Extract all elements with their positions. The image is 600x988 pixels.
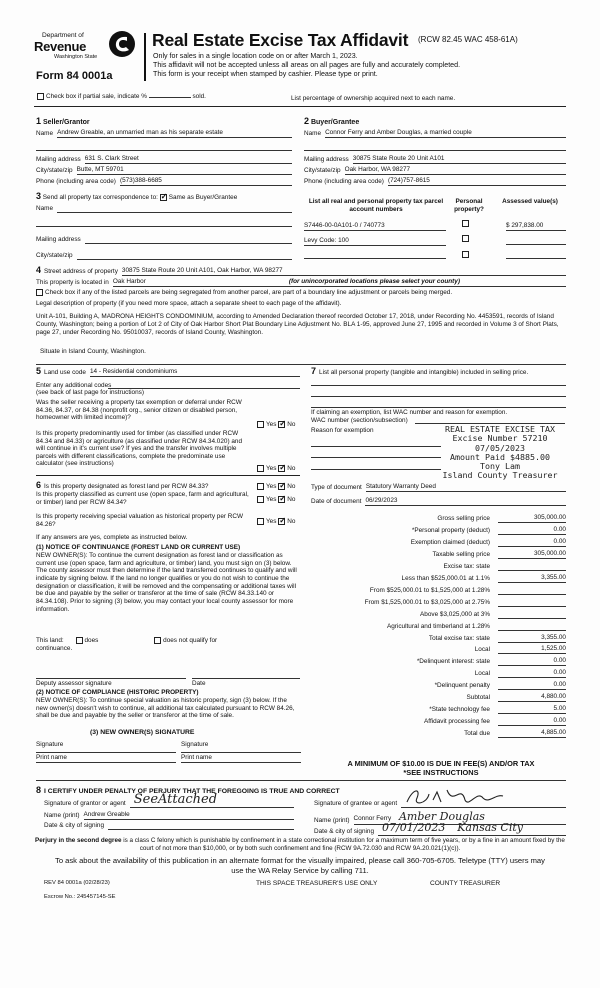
tax-row-label: Subtotal — [466, 694, 490, 702]
assessed-header: Assessed value(s) — [502, 198, 558, 205]
rule — [36, 475, 300, 476]
personal-checkbox-3-wrap — [462, 251, 471, 259]
partial-sale-checkbox[interactable] — [37, 93, 44, 100]
does-checkbox[interactable] — [76, 637, 83, 644]
corr-mailing-row — [36, 236, 292, 244]
revenue-logo-icon — [108, 30, 136, 58]
does-not-label: does not qualify for — [163, 637, 218, 645]
buyer-phone-field[interactable]: (724)757-8615 — [388, 177, 566, 186]
personal-checkbox-1[interactable] — [462, 220, 469, 227]
tax-row — [300, 655, 566, 667]
tax-row-value[interactable] — [498, 586, 566, 595]
tax-row — [300, 524, 566, 536]
tax-row-label: Total excise tax: state — [428, 634, 490, 642]
tax-row-value[interactable]: 0.00 — [498, 538, 566, 547]
tax-row-label: Affidavit processing fee — [424, 718, 490, 726]
tax-row-label: From $1,525,000.01 to $3,025,000 at 2.75% — [364, 598, 490, 606]
grantee-handwritten-name: Amber Douglas — [398, 810, 485, 823]
tax-row-value[interactable]: 0.00 — [498, 717, 566, 726]
seller-mailing-row — [36, 155, 292, 164]
grantee-date-label: Date & city of signing — [314, 828, 375, 836]
doc-type-field[interactable]: Statutory Warranty Deed — [366, 483, 566, 492]
perjury-notice: Perjury in the second degree is a class C felony which is punishable by confinement in a state correctional institution for a maximum term of five years, or by a fine in an amount fixed by the court of not more than $10,000, or by both such confinement and fine (RCW 9A.72.030 and RCW 9A.20.021(1)(c)). — [35, 837, 565, 852]
tax-row-label: Above $3,025,000 at 3% — [420, 610, 490, 618]
wac-label: WAC number (section/subsection) — [311, 417, 408, 424]
grantee-name-label: Name (print) — [314, 817, 350, 825]
tax-row-value[interactable]: 5.00 — [498, 705, 566, 714]
situate-note: Situate in Island County, Washington. — [40, 348, 146, 355]
form-title: Real Estate Excise Tax Affidavit — [152, 30, 409, 50]
notice-2-body: NEW OWNER(S): To continue special valuation as historic property, sign (3) below. If the new owner(s) doesn't wish to continue, all additional tax calculated pursuant to RCW 84.26, shall be due and payable by the seller or transferor at the time of sale. — [36, 697, 295, 720]
parcel-number-1[interactable]: S7446-00-0A101-0 / 740773 — [304, 222, 446, 231]
buyer-city-row — [304, 166, 566, 175]
tax-row-label: *State technology fee — [429, 706, 490, 714]
forest-question: 6 Is this property designated as forest land per RCW 84.33? — [36, 480, 209, 490]
seller-city-label: City/state/zip — [36, 167, 73, 174]
deputy-date-label: Date — [192, 680, 206, 687]
street-address-label: Street address of property — [44, 268, 118, 276]
exemption-no-checkbox[interactable] — [278, 421, 285, 428]
timber-yn: Yes ✓ No — [257, 465, 295, 473]
historic-yn: Yes ✓ No — [257, 518, 295, 526]
tax-row — [300, 512, 566, 524]
rule — [36, 150, 292, 151]
grantor-date-field[interactable] — [108, 823, 294, 830]
stamp-line-5: Tony Lam — [480, 461, 520, 472]
does-label: does — [84, 637, 99, 645]
grantee-handwritten-date: 07/01/2023 — [382, 821, 446, 834]
seller-mailing-label: Mailing address — [36, 156, 81, 163]
tax-row-value[interactable]: 1,525.00 — [498, 645, 566, 654]
escrow-number: Escrow No.: 245457145-SE — [44, 894, 116, 900]
assessed-value-3[interactable] — [506, 258, 566, 259]
tax-row-value[interactable]: 305,000.00 — [498, 514, 566, 523]
assessed-value-1[interactable]: $ 297,838.00 — [506, 222, 566, 231]
tax-row — [300, 727, 566, 739]
reason-label: Reason for exemption — [311, 427, 374, 434]
corr-name-label: Name — [36, 205, 54, 212]
current-use-no-checkbox[interactable] — [278, 496, 285, 503]
current-use-question: Is this property classified as current use (open space, farm and agricultural, or timber) land per RCW 84.34? — [36, 491, 249, 506]
street-address-row: 4 Street address of property 30875 State Route 20 Unit A101, Oak Harbor, WA 98277 — [36, 265, 566, 276]
tax-row-label: Taxable selling price — [432, 550, 490, 558]
stamp-line-6: Island County Treasurer — [442, 470, 558, 481]
owner-print-2-line[interactable] — [181, 762, 301, 763]
segregated-label: Check box if any of the listed parcels are being segregated from another parcel, are part of a boundary line adjustment or parcels being merged. — [45, 289, 453, 297]
partial-sale-percent[interactable] — [149, 97, 191, 98]
tax-row-label: Less than $525,000.01 at 1.1% — [401, 574, 490, 582]
doc-type-label: Type of document — [311, 484, 362, 491]
treasurer-only-label: THIS SPACE TREASURER'S USE ONLY — [256, 880, 378, 887]
tax-row — [300, 703, 566, 715]
rule — [36, 780, 566, 781]
buyer-section-title: 2 Buyer/Grantee — [304, 116, 360, 126]
tax-row-value[interactable]: 3,355.00 — [498, 634, 566, 643]
dept-label: Department of — [42, 32, 84, 39]
same-as-buyer-checkbox[interactable] — [160, 194, 167, 201]
tax-row — [300, 691, 566, 703]
tax-row — [300, 596, 566, 608]
corr-city-field[interactable] — [77, 253, 292, 260]
tax-row-label: *Delinquent interest: state — [416, 658, 490, 666]
tax-row-value[interactable] — [498, 622, 566, 631]
tax-row-value[interactable]: 0.00 — [498, 526, 566, 535]
personal-header: Personal property? — [454, 198, 484, 213]
rcw-ref: (RCW 82.45 WAC 458-61A) — [418, 35, 518, 44]
revenue-label: Revenue — [34, 39, 87, 54]
if-yes-note: If any answers are yes, complete as instructed below. — [36, 534, 188, 541]
tax-row — [300, 679, 566, 691]
sold-label: sold. — [192, 93, 206, 101]
corr-city-row — [36, 252, 292, 260]
buyer-name-field[interactable]: Connor Ferry and Amber Douglas, a married couple — [325, 129, 566, 138]
tax-row-value[interactable]: 4,880.00 — [498, 693, 566, 702]
personal-checkbox-2-wrap — [462, 235, 471, 243]
stamp-line-2: Excise Number 57210 — [452, 433, 548, 444]
tax-row-value[interactable] — [498, 610, 566, 619]
tax-row-label: Exemption claimed (deduct) — [410, 538, 490, 546]
certify-title: 8 I CERTIFY UNDER PENALTY OF PERJURY THAT THE FOREGOING IS TRUE AND CORRECT — [36, 785, 340, 795]
historic-no-checkbox[interactable] — [278, 518, 285, 525]
tax-row-value[interactable]: 305,000.00 — [498, 550, 566, 559]
personal-checkbox-3[interactable] — [462, 251, 469, 258]
grantor-name-row — [44, 811, 294, 820]
forest-yes-checkbox[interactable] — [257, 483, 264, 490]
deputy-date-line[interactable] — [192, 678, 300, 679]
seller-city-field[interactable]: Butte, MT 59701 — [77, 166, 292, 175]
rule — [36, 226, 292, 227]
tax-row — [300, 667, 566, 679]
buyer-name-row — [304, 129, 566, 138]
current-use-yes-checkbox[interactable] — [257, 496, 264, 503]
notice-3-title: (3) NEW OWNER(S) SIGNATURE — [90, 729, 195, 736]
partial-sale-row — [37, 93, 206, 101]
tax-row — [300, 560, 566, 572]
see-back-note: (see back of last page for instructions) — [36, 389, 144, 396]
corr-city-label: City/state/zip — [36, 252, 73, 259]
located-row — [36, 278, 566, 287]
owner-sig-2-line[interactable] — [181, 752, 301, 753]
this-land-row — [36, 637, 300, 645]
rule — [311, 407, 566, 408]
buyer-phone-row — [304, 177, 566, 186]
corr-name-field[interactable] — [57, 206, 292, 213]
assessed-value-2[interactable] — [506, 244, 566, 245]
corr-name-row — [36, 205, 292, 213]
grantee-date-field[interactable] — [378, 822, 566, 836]
rule — [304, 150, 566, 151]
tax-row-value[interactable]: 3,355.00 — [498, 574, 566, 583]
segregated-checkbox[interactable] — [36, 289, 43, 296]
doc-date-label: Date of document — [311, 498, 362, 505]
corr-mailing-label: Mailing address — [36, 236, 81, 243]
buyer-city-field[interactable]: Oak Harbor, WA 98277 — [345, 166, 566, 175]
parcel-header: List all real and personal property tax parcel account numbers — [308, 198, 444, 213]
land-use-field[interactable]: 14 - Residential condominiums — [90, 368, 300, 377]
form-number: Form 84 0001a — [36, 70, 113, 82]
deputy-sig-line[interactable] — [36, 678, 186, 679]
personal-property-text: 7 List all personal property (tangible and intangible) included in selling price. — [311, 366, 529, 376]
exemption-yes-checkbox[interactable] — [257, 421, 264, 428]
continuance-label: continuance. — [36, 645, 73, 652]
tax-row-value[interactable] — [498, 598, 566, 607]
owner-sig-1-line[interactable] — [36, 752, 176, 753]
notice-1-title: (1) NOTICE OF CONTINUANCE (FOREST LAND OR CURRENT USE) — [36, 544, 241, 551]
tax-row-label: Total due — [464, 730, 490, 738]
seller-phone-row — [36, 177, 292, 186]
owner-sig-2-label: Signature — [181, 741, 209, 748]
tax-row-label: Local — [474, 646, 490, 654]
doc-type-row — [311, 483, 566, 492]
deputy-sig-label: Deputy assessor signature — [36, 680, 112, 687]
seller-phone-field[interactable]: (573)388-6685 — [120, 177, 292, 186]
personal-checkbox-1-wrap — [462, 220, 471, 228]
owner-print-1-line[interactable] — [36, 762, 176, 763]
buyer-mailing-field[interactable]: 30875 State Route 20 Unit A101 — [353, 155, 566, 164]
current-use-yn: Yes ✓ No — [257, 496, 295, 504]
notice-2-title: (2) NOTICE OF COMPLIANCE (HISTORIC PROPERTY) — [36, 689, 199, 696]
seller-section-title: 1 Seller/Grantor — [36, 116, 90, 126]
exemption-yn: Yes ✓ No — [257, 421, 295, 429]
treasurer-stamp — [420, 425, 580, 481]
tax-row-value[interactable]: 0.00 — [498, 669, 566, 678]
owner-sig-1-label: Signature — [36, 741, 64, 748]
accessibility-note: To ask about the availability of this publication in an alternate format for the visually impaired, please call 360-705-6705. Teletype (TTY) users may use the WA Relay Service by calling 711. — [55, 856, 545, 875]
tax-row-value[interactable]: 4,885.00 — [498, 729, 566, 738]
buyer-mailing-label: Mailing address — [304, 156, 349, 163]
unincorporated-note: (for unincorporated locations please select your county) — [255, 278, 566, 287]
exemption-question: Was the seller receiving a property tax exemption or deferral under RCW 84.36, 84.37, or 84.38 (nonprofit org., senior citizen or disabled person, homeowner with limited income)? — [36, 399, 242, 422]
seller-mailing-field[interactable]: 631 S. Clark Street — [85, 155, 292, 164]
buyer-mailing-row — [304, 155, 566, 164]
land-use-row: 5 Land use code 14 - Residential condominiums — [36, 366, 300, 377]
seller-phone-label: Phone (including area code) — [36, 178, 116, 185]
forest-yn: Yes ✓ No — [257, 483, 295, 491]
tax-row-value[interactable]: 0.00 — [498, 657, 566, 666]
tax-row-label: *Delinquent penalty — [434, 682, 490, 690]
tax-row-label: Agricultural and timberland at 1.28% — [386, 622, 490, 630]
additional-codes-field[interactable] — [108, 382, 300, 389]
grantor-signature: SeeAttached — [133, 792, 218, 807]
tax-row-label: *Personal property (deduct) — [411, 526, 490, 534]
stamp-line-3: 07/05/2023 — [475, 442, 525, 453]
tax-row — [300, 643, 566, 655]
buyer-phone-label: Phone (including area code) — [304, 178, 384, 185]
land-use-label: Land use code — [44, 369, 86, 377]
percent-note: List percentage of ownership acquired next to each name. — [291, 95, 456, 102]
grantee-handwritten-city: Kansas City — [457, 821, 523, 834]
tax-row-label: Excise tax: state — [443, 562, 490, 570]
street-address-field[interactable]: 30875 State Route 20 Unit A101, Oak Harbor, WA 98277 — [122, 267, 566, 276]
segregated-row — [36, 289, 566, 297]
timber-no-checkbox[interactable] — [278, 465, 285, 472]
personal-checkbox-2[interactable] — [462, 235, 469, 242]
grantor-sig-label: Signature of grantor or agent — [44, 800, 126, 808]
tax-row — [300, 584, 566, 596]
grantor-name-field[interactable]: Andrew Greable — [84, 811, 294, 820]
same-as-buyer-label: Same as Buyer/Grantee — [168, 194, 238, 201]
grantor-date-row — [44, 822, 294, 830]
buyer-city-label: City/state/zip — [304, 167, 341, 174]
grantee-date-row — [314, 822, 566, 836]
additional-codes-label: Enter any additional codes — [36, 382, 112, 389]
owner-print-1-label: Print name — [36, 754, 67, 761]
see-instructions: *SEE INSTRUCTIONS — [403, 768, 479, 777]
grantor-sig-row — [44, 792, 294, 808]
tax-row — [300, 632, 566, 644]
owner-print-2-label: Print name — [181, 754, 212, 761]
revision-label: REV 84 0001a (02/28/23) — [44, 880, 110, 886]
rule — [311, 385, 566, 386]
rule — [36, 364, 566, 365]
doc-date-row — [311, 497, 566, 506]
section3-title: 3 Send all property tax correspondence to: ✓ Same as Buyer/Grantee — [36, 191, 237, 202]
does-not-checkbox[interactable] — [154, 637, 161, 644]
tax-row — [300, 572, 566, 584]
notice-1-body: NEW OWNER(S): To continue the current designation as forest land or classification as current use (open space, farm and agriculture, or timber) land, you must sign on (3) below. The county assessor must then determine if the land transferred continues to qualify and will indicate by signing below. If the land no longer qualifies or you do not wish to continue the designation or classification, it will be removed and the compensating or additional taxes will be due and payable by the seller or transferor at the time of sale (RCW 84.33.140 or 84.34.108). Prior to signing (3) below, you may contact your local county assessor for more information. — [36, 552, 297, 613]
grantor-name-label: Name (print) — [44, 812, 80, 819]
tax-row — [300, 620, 566, 632]
partial-sale-label: Check box if partial sale, indicate % — [46, 93, 147, 101]
state-label: Washington State — [54, 54, 98, 60]
corr-mailing-field[interactable] — [85, 237, 292, 244]
forest-no-checkbox[interactable] — [278, 483, 285, 490]
grantee-signature-scribble — [403, 786, 513, 808]
seller-city-row — [36, 166, 292, 175]
grantee-sig-row — [314, 798, 566, 808]
tax-row — [300, 536, 566, 548]
doc-date-field[interactable]: 06/29/2023 — [365, 497, 566, 506]
grantee-typed-name: Connor Ferry — [353, 815, 392, 822]
county-treasurer-label: COUNTY TREASURER — [430, 880, 501, 887]
seller-name-field[interactable]: Andrew Greable, an unmarried man as his separate estate — [57, 129, 292, 138]
buyer-name-label: Name — [304, 130, 322, 137]
seller-name-label: Name — [36, 130, 54, 137]
exemption-instructions: If claiming an exemption, list WAC number and reason for exemption. — [311, 409, 508, 416]
legal-label: Legal description of property (if you need more space, attach a separate sheet to each page of the affidavit). — [36, 300, 342, 307]
tax-row-label: From $525,000.01 to $1,525,000 at 1.28% — [369, 586, 490, 594]
tax-row-label: Local — [474, 670, 490, 678]
stamp-line-1: REAL ESTATE EXCISE TAX — [445, 424, 555, 434]
minimum-note: A MINIMUM OF $10.00 IS DUE IN FEE(S) AND/OR TAX — [347, 759, 535, 768]
historic-question: Is this property receiving special valuation as historical property per RCW 84.26? — [36, 513, 244, 528]
located-label: This property is located in — [36, 279, 109, 286]
header-divider — [144, 33, 146, 81]
tax-row-value[interactable]: 0.00 — [498, 681, 566, 690]
grantee-sig-field[interactable] — [401, 798, 566, 808]
tax-row — [300, 715, 566, 727]
legal-description: Unit A-101, Building A, MADRONA HEIGHTS CONDOMINIUM, according to Amended Declaration thereof recorded October 17, 2018, under Recording No. 4453591, records of Island County, Washington; being a portion of Lot 2 of City of Oak Harbor Short Plat Boundary Line Adjustment No. BLA 1-95, approved June 27, 1995 and recorded in Volume 3 of Short Plats, page 27, under Recording No. 95010037, records of Island County, Washington. — [36, 313, 559, 337]
tax-row — [300, 608, 566, 620]
parcel-number-3[interactable] — [304, 258, 446, 259]
seller-name-row — [36, 129, 292, 138]
dor-logo — [34, 32, 136, 74]
header-line-1: Only for sales in a single location code on or after March 1, 2023. — [153, 52, 358, 60]
timber-question: Is this property predominantly used for timber (as classified under RCW 84.34 and 84.33) or agriculture (as classified under RCW 84.34.020) and will continue in it's current use? If yes and the transfer involves multiple parcels with different classifications, complete the predominate use calculator (see instructions) — [36, 430, 243, 468]
grantor-sig-field[interactable] — [130, 792, 294, 808]
tax-row-value[interactable] — [498, 562, 566, 571]
rule — [311, 396, 566, 397]
wac-field[interactable] — [415, 417, 565, 424]
header-line-2: This affidavit will not be accepted unless all areas on all pages are fully and accurately completed. — [153, 61, 461, 69]
rule — [34, 106, 566, 107]
this-land-label: This land: — [36, 637, 64, 645]
grantee-sig-label: Signature of grantee or agent — [314, 800, 398, 808]
grantor-date-label: Date & city of signing — [44, 822, 105, 829]
historic-yes-checkbox[interactable] — [257, 518, 264, 525]
tax-row-label: Gross selling price — [437, 515, 490, 522]
tax-row — [300, 548, 566, 560]
stamp-line-4: Amount Paid $4885.00 — [450, 451, 550, 462]
located-field[interactable]: Oak Harbor — [113, 278, 255, 287]
header-line-3: This form is your receipt when stamped by cashier. Please type or print. — [153, 70, 378, 78]
timber-yes-checkbox[interactable] — [257, 465, 264, 472]
levy-code[interactable]: Levy Code: 100 — [304, 237, 446, 246]
